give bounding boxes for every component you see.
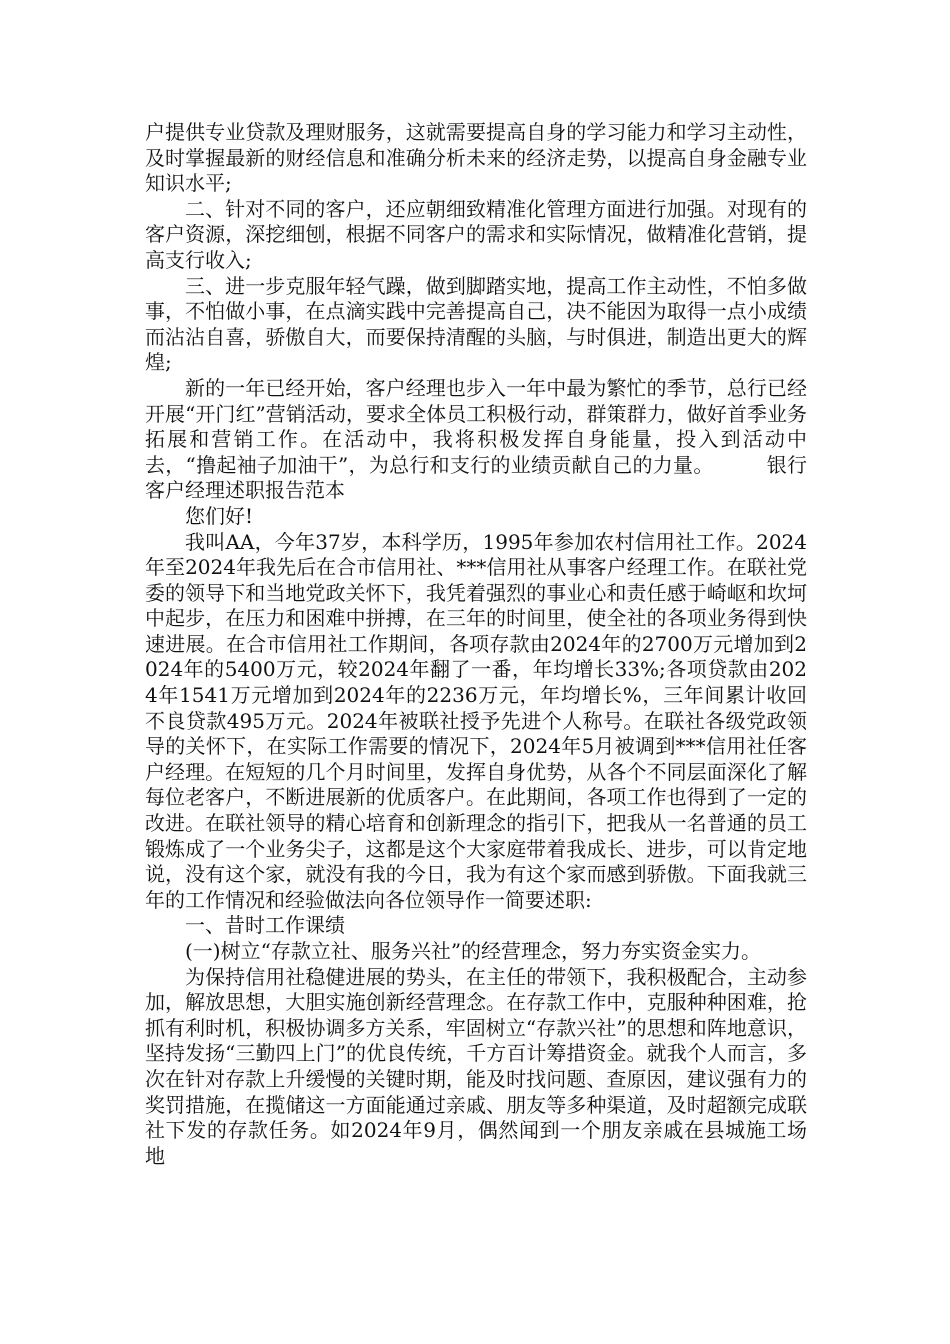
greeting: 您们好! bbox=[185, 503, 254, 528]
paragraph-1: 户提供专业贷款及理财服务，这就需要提高自身的学习能力和学习主动性，及时掌握最新的财经信息和准确分析未来的经济走势，以提高自身金融专业知识水平; bbox=[145, 120, 807, 196]
paragraph-deposits: 为保持信用社稳健进展的势头，在主任的带领下，我积极配合，主动参加，解放思想，大胆实施创新经营理念。在存款工作中，克服种种困难，抢抓有利时机，积极协调多方关系，牢固树立“存款兴社”的思想和阵地意识，坚持发扬“三勤四上门”的优良传统，千方百计筹措资金。就我个人而言，多次在针对存款上升缓慢的关键时期，能及时找问题、查原因，建议强有力的奖罚措施，在揽储这一方面能通过亲戚、朋友等多种渠道，及时超额完成联社下发的存款任务。如2024年9月，偶然闻到一个朋友亲戚在县城施工场地 bbox=[145, 964, 807, 1168]
paragraph-2: 二、针对不同的客户，还应朝细致精准化管理方面进行加强。对现有的客户资源，深挖细刨，根据不同客户的需求和实际情况，做精准化营销，提高支行收入; bbox=[145, 196, 807, 272]
paragraph-4: 新的一年已经开始，客户经理也步入一年中最为繁忙的季节，总行已经开展“开门红”营销活动，要求全体员工积极行动，群策群力，做好首季业务拓展和营销工作。在活动中，我将积极发挥自身能量，投入到活动中去，“撸起袖子加油干”，为总行和支行的业绩贡献自己的力量。 银行客户经理述职报告范本 bbox=[145, 375, 807, 503]
document-body bbox=[145, 120, 807, 1169]
paragraph-3: 三、进一步克服年轻气躁，做到脚踏实地，提高工作主动性，不怕多做事，不怕做小事，在点滴实践中完善提高自己，决不能因为取得一点小成绩而沾沾自喜，骄傲自大，而要保持清醒的头脑，与时俱进，制造出更大的辉煌; bbox=[145, 273, 807, 375]
section-heading-1: 一、昔时工作课绩 bbox=[185, 913, 345, 938]
paragraph-introduction: 我叫AA，今年37岁，本科学历，1995年参加农村信用社工作。2024年至2024年我先后在合市信用社、***信用社从事客户经理工作。在联社党委的领导下和当地党政关怀下，我凭着强烈的事业心和责任感于崎岖和坎坷中起步，在压力和困难中拼搏，在三年的时间里，使全社的各项业务得到快速进展。在合市信用社工作期间，各项存款由2024年的2700万元增加到2024年的5400万元，较2024年翻了一番，年均增长33%;各项贷款由2024年1541万元增加到2024年的2236万元，年均增长%，三年间累计收回不良贷款495万元。2024年被联社授予先进个人称号。在联社各级党政领导的关怀下，在实际工作需要的情况下，2024年5月被调到***信用社任客户经理。在短短的几个月时间里，发挥自身优势，从各个不同层面深化了解每位老客户，不断进展新的优质客户。在此期间，各项工作也得到了一定的改进。在联社领导的精心培育和创新理念的指引下，把我从一名普通的员工锻炼成了一个业务尖子，这都是这个大家庭带着我成长、进步，可以肯定地说，没有这个家，就没有我的今日，我为有这个家而感到骄傲。下面我就三年的工作情况和经验做法向各位领导作一简要述职: bbox=[145, 529, 807, 912]
subsection-heading-1: (一)树立“存款立社、服务兴社”的经营理念，努力夯实资金实力。 bbox=[185, 939, 762, 963]
